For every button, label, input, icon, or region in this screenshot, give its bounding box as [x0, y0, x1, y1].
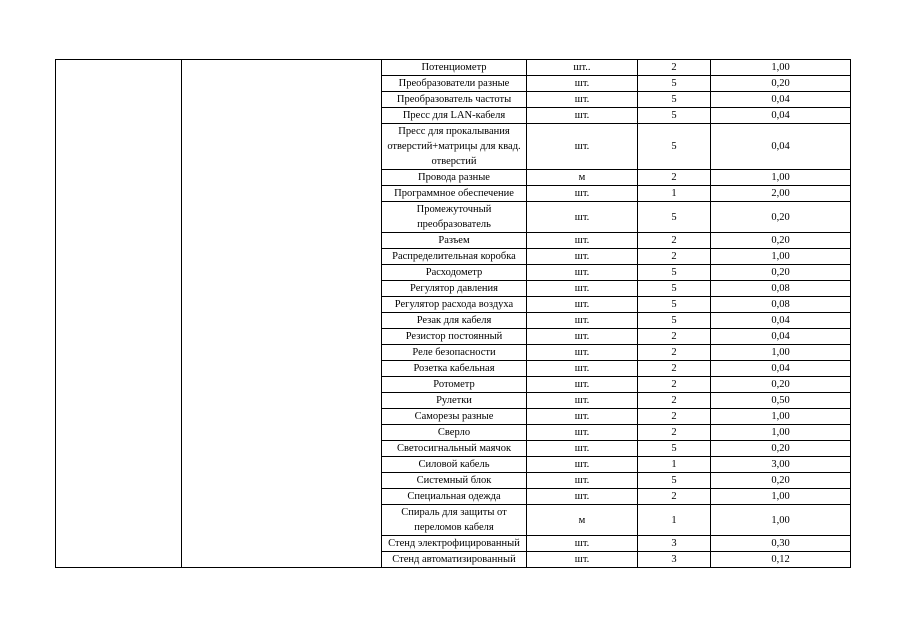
unit-cell: шт.: [527, 124, 638, 170]
quantity-cell: 1: [638, 186, 711, 202]
value-cell: 0,04: [711, 124, 851, 170]
item-name-cell: Расходометр: [382, 265, 527, 281]
quantity-cell: 5: [638, 473, 711, 489]
quantity-cell: 3: [638, 552, 711, 568]
item-name-cell: Регулятор давления: [382, 281, 527, 297]
unit-cell: шт.: [527, 489, 638, 505]
item-name-cell: Саморезы разные: [382, 409, 527, 425]
value-cell: 1,00: [711, 409, 851, 425]
value-cell: 0,20: [711, 377, 851, 393]
value-cell: 0,04: [711, 108, 851, 124]
item-name-cell: Резистор постоянный: [382, 329, 527, 345]
value-cell: 0,04: [711, 361, 851, 377]
unit-cell: шт..: [527, 60, 638, 76]
quantity-cell: 1: [638, 505, 711, 536]
unit-cell: шт.: [527, 313, 638, 329]
quantity-cell: 2: [638, 393, 711, 409]
equipment-table: [55, 59, 851, 568]
unit-cell: шт.: [527, 377, 638, 393]
value-cell: 1,00: [711, 425, 851, 441]
quantity-cell: 2: [638, 377, 711, 393]
value-cell: 0,30: [711, 536, 851, 552]
unit-cell: шт.: [527, 425, 638, 441]
quantity-cell: 2: [638, 249, 711, 265]
quantity-cell: 2: [638, 60, 711, 76]
value-cell: 0,20: [711, 233, 851, 249]
item-name-cell: Системный блок: [382, 473, 527, 489]
unit-cell: шт.: [527, 202, 638, 233]
unit-cell: шт.: [527, 108, 638, 124]
item-name-cell: Пресс для LAN-кабеля: [382, 108, 527, 124]
unit-cell: шт.: [527, 281, 638, 297]
unit-cell: шт.: [527, 249, 638, 265]
quantity-cell: 5: [638, 281, 711, 297]
item-name-cell: Резак для кабеля: [382, 313, 527, 329]
unit-cell: шт.: [527, 393, 638, 409]
table-row: [56, 60, 851, 76]
item-name-cell: Провода разные: [382, 170, 527, 186]
item-name-cell: Стенд автоматизированный: [382, 552, 527, 568]
quantity-cell: 2: [638, 233, 711, 249]
value-cell: 2,00: [711, 186, 851, 202]
value-cell: 0,20: [711, 265, 851, 281]
value-cell: 1,00: [711, 505, 851, 536]
quantity-cell: 5: [638, 202, 711, 233]
item-name-cell: Программное обеспечение: [382, 186, 527, 202]
item-name-cell: Светосигнальный маячок: [382, 441, 527, 457]
value-cell: 0,20: [711, 76, 851, 92]
unit-cell: шт.: [527, 457, 638, 473]
item-name-cell: Регулятор расхода воздуха: [382, 297, 527, 313]
unit-cell: шт.: [527, 473, 638, 489]
item-name-cell: Преобразователи разные: [382, 76, 527, 92]
quantity-cell: 2: [638, 489, 711, 505]
quantity-cell: 5: [638, 76, 711, 92]
quantity-cell: 1: [638, 457, 711, 473]
value-cell: 1,00: [711, 489, 851, 505]
quantity-cell: 2: [638, 170, 711, 186]
unit-cell: шт.: [527, 536, 638, 552]
item-name-cell: Сверло: [382, 425, 527, 441]
quantity-cell: 2: [638, 329, 711, 345]
unit-cell: м: [527, 170, 638, 186]
quantity-cell: 2: [638, 409, 711, 425]
unit-cell: шт.: [527, 297, 638, 313]
item-name-cell: Силовой кабель: [382, 457, 527, 473]
item-name-cell: Преобразователь частоты: [382, 92, 527, 108]
item-name-cell: Ротометр: [382, 377, 527, 393]
item-name-cell: Разъем: [382, 233, 527, 249]
value-cell: 0,04: [711, 92, 851, 108]
value-cell: 3,00: [711, 457, 851, 473]
quantity-cell: 3: [638, 536, 711, 552]
unit-cell: шт.: [527, 552, 638, 568]
value-cell: 0,04: [711, 329, 851, 345]
value-cell: 0,20: [711, 202, 851, 233]
quantity-cell: 5: [638, 92, 711, 108]
quantity-cell: 5: [638, 313, 711, 329]
quantity-cell: 5: [638, 124, 711, 170]
quantity-cell: 2: [638, 361, 711, 377]
item-name-cell: Рулетки: [382, 393, 527, 409]
unit-cell: шт.: [527, 441, 638, 457]
item-name-cell: Реле безопасности: [382, 345, 527, 361]
unit-cell: м: [527, 505, 638, 536]
value-cell: 0,12: [711, 552, 851, 568]
unit-cell: шт.: [527, 409, 638, 425]
unit-cell: шт.: [527, 265, 638, 281]
unit-cell: шт.: [527, 186, 638, 202]
unit-cell: шт.: [527, 361, 638, 377]
table-body: [56, 60, 851, 568]
value-cell: 0,50: [711, 393, 851, 409]
blank-column-1: [56, 60, 182, 568]
unit-cell: шт.: [527, 92, 638, 108]
quantity-cell: 2: [638, 345, 711, 361]
value-cell: 0,20: [711, 473, 851, 489]
value-cell: 0,08: [711, 297, 851, 313]
unit-cell: шт.: [527, 329, 638, 345]
item-name-cell: Распределительная коробка: [382, 249, 527, 265]
unit-cell: шт.: [527, 345, 638, 361]
quantity-cell: 5: [638, 108, 711, 124]
value-cell: 1,00: [711, 60, 851, 76]
value-cell: 1,00: [711, 249, 851, 265]
blank-column-2: [182, 60, 382, 568]
item-name-cell: Стенд электрофицированный: [382, 536, 527, 552]
item-name-cell: Специальная одежда: [382, 489, 527, 505]
value-cell: 1,00: [711, 345, 851, 361]
item-name-cell: Розетка кабельная: [382, 361, 527, 377]
value-cell: 1,00: [711, 170, 851, 186]
unit-cell: шт.: [527, 233, 638, 249]
item-name-cell: Пресс для прокалывания отверстий+матрицы для квад. отверстий: [382, 124, 527, 170]
quantity-cell: 5: [638, 441, 711, 457]
value-cell: 0,08: [711, 281, 851, 297]
item-name-cell: Промежуточный преобразователь: [382, 202, 527, 233]
item-name-cell: Потенциометр: [382, 60, 527, 76]
quantity-cell: 2: [638, 425, 711, 441]
quantity-cell: 5: [638, 265, 711, 281]
item-name-cell: Спираль для защиты от переломов кабеля: [382, 505, 527, 536]
unit-cell: шт.: [527, 76, 638, 92]
quantity-cell: 5: [638, 297, 711, 313]
value-cell: 0,04: [711, 313, 851, 329]
value-cell: 0,20: [711, 441, 851, 457]
